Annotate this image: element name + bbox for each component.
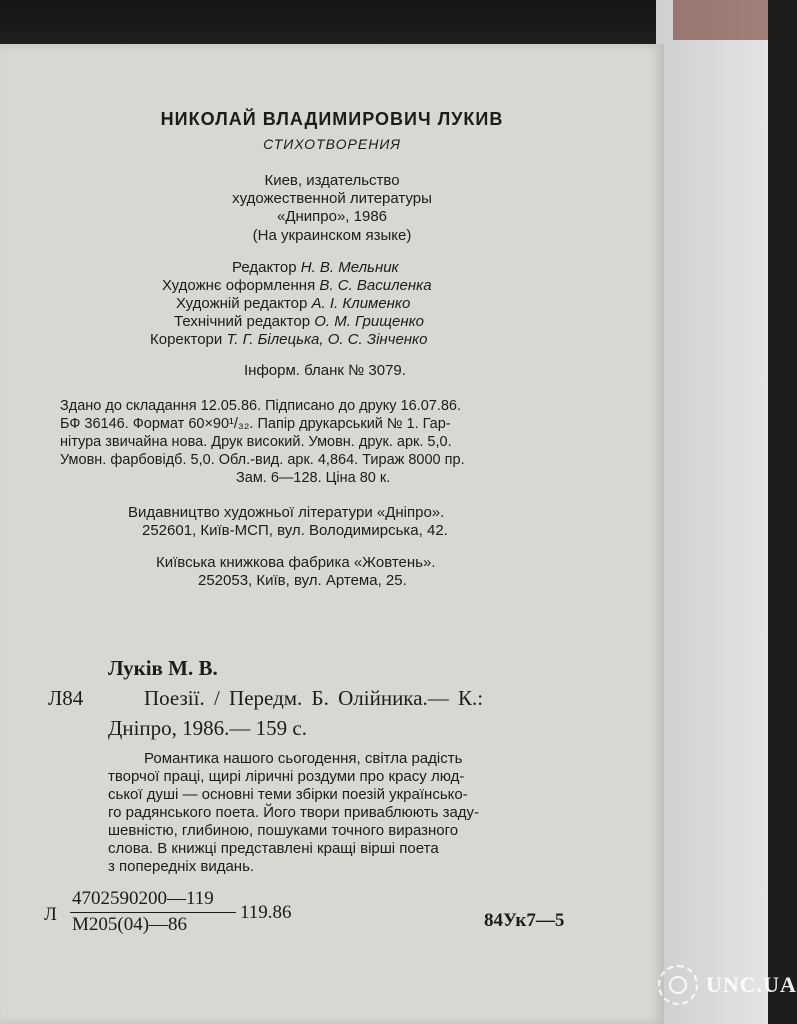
credit-name: А. І. Клименко bbox=[311, 295, 411, 312]
annotation-line: Романтика нашого сьогодення, світла радість bbox=[144, 750, 463, 767]
watermark-text: UNC.UA bbox=[706, 972, 797, 997]
print-detail-line: БФ 36146. Формат 60×90¹/₃₂. Папір друкарський № 1. Гар- bbox=[60, 416, 451, 432]
credit-row bbox=[162, 277, 432, 294]
publisher-ua-line: 252601, Київ-МСП, вул. Володимирська, 42. bbox=[142, 522, 448, 539]
catalog-author: Луків М. В. bbox=[108, 656, 218, 680]
author-heading: НИКОЛАЙ ВЛАДИМИРОВИЧ ЛУКИВ bbox=[160, 109, 504, 129]
watermark-logo-icon bbox=[658, 965, 698, 1005]
catalog-title-line-2: Дніпро, 1986.— 159 с. bbox=[108, 716, 307, 740]
publisher-line-2: художественной литературы bbox=[232, 190, 432, 207]
annotation-line: творчої праці, щирі ліричні роздуми про красу люд- bbox=[108, 768, 465, 785]
annotation-line: шевністю, глибиною, пошуками точного виразного bbox=[108, 822, 459, 839]
catalog-title-line-1: Поезії. / Передм. Б. Олійника.— К.: bbox=[144, 686, 484, 710]
credit-name: О. М. Грищенко bbox=[314, 313, 425, 330]
annotation-line: го радянського поета. Його твори приваблюють заду- bbox=[108, 804, 480, 821]
credit-name: Т. Г. Білецька, О. С. Зінченко bbox=[226, 331, 428, 348]
credit-role: Редактор bbox=[232, 259, 297, 276]
catalog-code: Л84 bbox=[48, 686, 84, 710]
publisher-line-4: (На украинском языке) bbox=[252, 227, 412, 244]
footer-denominator: М205(04)—86 bbox=[72, 914, 188, 935]
footer-classification: 84Ук7—5 bbox=[484, 910, 565, 931]
background-corner bbox=[673, 0, 768, 40]
credit-role: Художнє оформлення bbox=[162, 277, 316, 294]
credit-name: В. С. Василенка bbox=[319, 277, 432, 294]
publisher-ua-line: Видавництво художньої літератури «Дніпро». bbox=[128, 504, 445, 521]
inform-blank: Інформ. бланк № 3079. bbox=[244, 362, 406, 379]
credit-row bbox=[232, 259, 399, 276]
print-detail-line: нітура звичайна нова. Друк високий. Умовн. друк. арк. 5,0. bbox=[60, 434, 452, 450]
credit-name: Н. В. Мельник bbox=[300, 259, 399, 276]
credit-row bbox=[176, 295, 410, 312]
background-right bbox=[656, 0, 768, 1024]
credit-role: Коректори bbox=[150, 331, 223, 348]
annotation-line: ської душі — основні теми збірки поезій українсько- bbox=[108, 786, 468, 803]
annotation-line: слова. В книжці представлені кращі вірші поета bbox=[108, 840, 439, 857]
footer-index: 119.86 bbox=[240, 902, 292, 923]
publisher-line-1: Киев, издательство bbox=[264, 172, 400, 189]
print-detail-line: Умовн. фарбовідб. 5,0. Обл.-вид. арк. 4,864. Тираж 8000 пр. bbox=[60, 452, 465, 468]
factory-line: 252053, Київ, вул. Артема, 25. bbox=[198, 572, 407, 589]
publisher-line-3: «Днипро», 1986 bbox=[276, 208, 388, 225]
credit-role: Художній редактор bbox=[176, 295, 308, 312]
book-page bbox=[0, 44, 664, 1024]
credit-row bbox=[174, 313, 424, 330]
credit-role: Технічний редактор bbox=[174, 313, 311, 330]
footer-letter: Л bbox=[44, 904, 57, 925]
fraction-bar bbox=[70, 912, 236, 913]
genre-title: СТИХОТВОРЕНИЯ bbox=[263, 136, 401, 152]
annotation-line: з попередніх видань. bbox=[108, 858, 255, 875]
print-detail-line: Зам. 6—128. Ціна 80 к. bbox=[236, 470, 391, 486]
print-detail-line: Здано до складання 12.05.86. Підписано до друку 16.07.86. bbox=[60, 398, 462, 414]
factory-line: Київська книжкова фабрика «Жовтень». bbox=[156, 554, 436, 571]
credit-row bbox=[150, 331, 427, 348]
watermark bbox=[658, 965, 797, 1005]
footer-numerator: 4702590200—119 bbox=[72, 888, 214, 909]
